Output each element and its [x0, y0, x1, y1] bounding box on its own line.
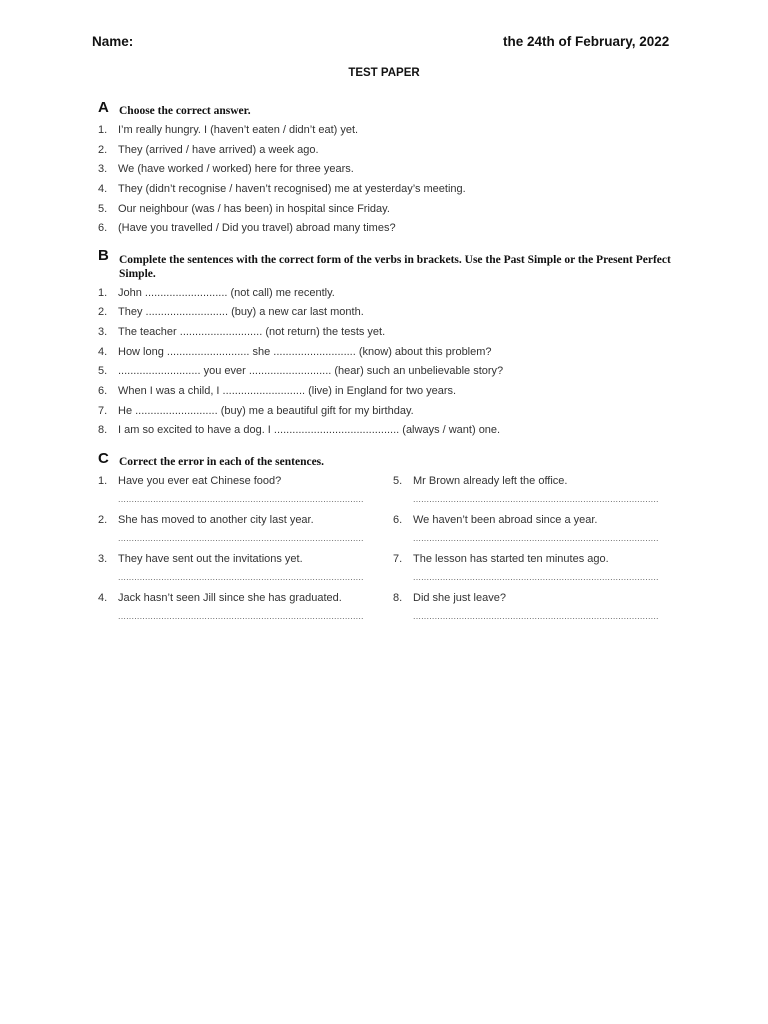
section-c-item: 6. We haven’t been abroad since a year. [393, 514, 598, 526]
section-c-letter: C [98, 450, 109, 467]
section-b-item: 2. They ........................... (buy) a new car last month. [98, 306, 364, 318]
answer-line: ........................................................................................... [413, 533, 659, 543]
section-c-item: 4. Jack hasn’t seen Jill since she has graduated. [98, 592, 342, 604]
section-b-item: 3. The teacher ........................... (not return) the tests yet. [98, 326, 386, 338]
section-a-item: 2. They (arrived / have arrived) a week ago. [98, 144, 319, 156]
section-b-item: 4. How long ........................... she ........................... (know) about this problem? [98, 346, 492, 358]
name-label: Name: [92, 34, 134, 49]
answer-line: ........................................................................................... [118, 494, 364, 504]
section-b-instruction-line2: Simple. [119, 268, 156, 280]
answer-line: ........................................................................................... [118, 611, 364, 621]
section-c-item: 3. They have sent out the invitations yet. [98, 553, 303, 565]
section-b-item: 6. When I was a child, I ........................... (live) in England for two years. [98, 385, 457, 397]
section-c-item: 2. She has moved to another city last year. [98, 514, 314, 526]
section-c-item: 1. Have you ever eat Chinese food? [98, 475, 282, 487]
page-title: TEST PAPER [348, 67, 420, 79]
section-c-instruction: Correct the error in each of the sentences. [119, 456, 325, 468]
section-c-item: 7. The lesson has started ten minutes ago. [393, 553, 609, 565]
section-b-item: 7. He ........................... (buy) me a beautiful gift for my birthday. [98, 405, 414, 417]
answer-line: ........................................................................................... [118, 572, 364, 582]
answer-line: ........................................................................................... [413, 572, 659, 582]
section-a-item: 3. We (have worked / worked) here for three years. [98, 163, 354, 175]
section-b-letter: B [98, 247, 109, 264]
section-b-instruction [119, 253, 671, 281]
section-a-item: 6. (Have you travelled / Did you travel) abroad many times? [98, 222, 396, 234]
section-c-item: 8. Did she just leave? [393, 592, 506, 604]
section-b-item: 5. ........................... you ever ........................... (hear) such an unbelievable story? [98, 365, 504, 377]
date-label: the 24th of February, 2022 [503, 34, 670, 49]
answer-line: ........................................................................................... [413, 494, 659, 504]
section-b-instruction-line1: Complete the sentences with the correct form of the verbs in brackets. Use the Past Simple or the Present Perfect [119, 254, 671, 266]
section-a-item: 1. I’m really hungry. I (haven’t eaten / didn’t eat) yet. [98, 124, 359, 136]
section-b-item: 8. I am so excited to have a dog. I ......................................... (always / want) one. [98, 424, 501, 436]
section-a-item: 5. Our neighbour (was / has been) in hospital since Friday. [98, 203, 390, 215]
section-c-item: 5. Mr Brown already left the office. [393, 475, 568, 487]
section-a-letter: A [98, 99, 109, 116]
answer-line: ........................................................................................... [413, 611, 659, 621]
section-a-instruction: Choose the correct answer. [119, 105, 251, 117]
answer-line: ........................................................................................... [118, 533, 364, 543]
section-a-item: 4. They (didn’t recognise / haven’t recognised) me at yesterday’s meeting. [98, 183, 466, 195]
section-b-item: 1. John ........................... (not call) me recently. [98, 287, 335, 299]
